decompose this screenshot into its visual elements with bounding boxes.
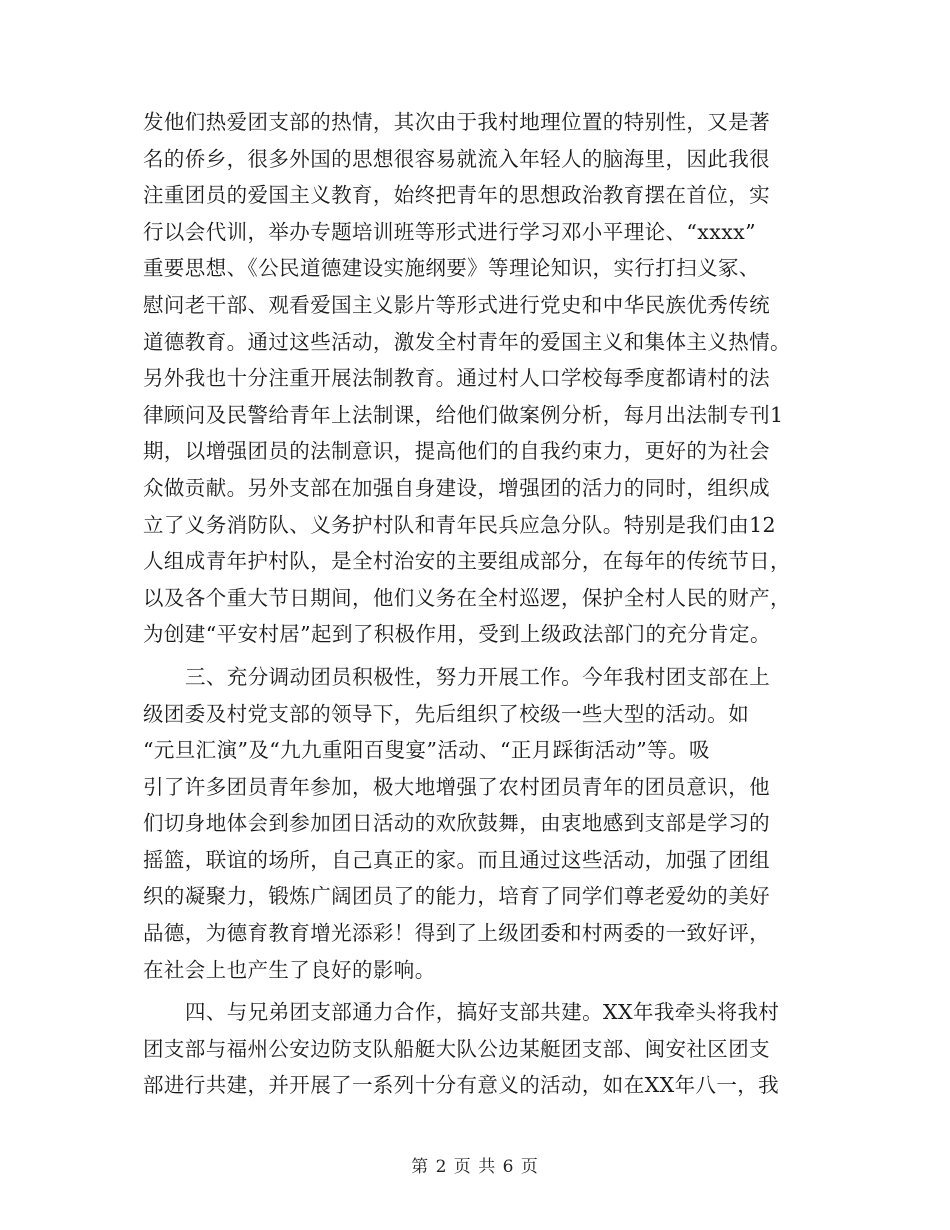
text-line: 品德，为德育教育增光添彩！得到了上级团委和村两委的一致好评， <box>143 921 770 946</box>
text-line: 们切身地体会到参加团日活动的欢欣鼓舞，由衷地感到支部是学习的 <box>143 811 770 836</box>
text-line: 级团委及村党支部的领导下，先后组织了校级一些大型的活动。如 <box>143 701 750 726</box>
text-line: 引了许多团员青年参加，极大地增强了农村团员青年的团员意识，他 <box>143 774 770 799</box>
text-line: 部进行共建，并开展了一系列十分有意义的活动，如在XX年八一，我 <box>143 1073 780 1098</box>
page-footer: 第 2 页 共 6 页 <box>411 1157 539 1177</box>
text-line: 律顾问及民警给青年上法制课，给他们做案例分析，每月出法制专刊1 <box>143 402 784 427</box>
text-line: 注重团员的爱国主义教育，始终把青年的思想政治教育摆在首位，实 <box>143 183 770 208</box>
text-line: 人组成青年护村队，是全村治安的主要组成部分，在每年的传统节日， <box>143 549 791 574</box>
text-line: 立了义务消防队、义务护村队和青年民兵应急分队。特别是我们由12 <box>143 512 776 537</box>
text-line: 另外我也十分注重开展法制教育。通过村人口学校每季度都请村的法 <box>143 366 770 391</box>
text-line: 四、与兄弟团支部通力合作，搞好支部共建。XX年我牵头将我村 <box>185 1000 780 1025</box>
text-line: 织的凝聚力，锻炼广阔团员了的能力，培育了同学们尊老爱幼的美好 <box>143 884 770 909</box>
text-line: 期，以增强团员的法制意识，提高他们的自我约束力，更好的为社会 <box>143 439 770 464</box>
text-line: “元旦汇演”及“九九重阳百叟宴”活动、“正月踩街活动”等。吸 <box>143 738 710 763</box>
text-line: 为创建“平安村居”起到了积极作用，受到上级政法部门的充分肯定。 <box>143 622 771 647</box>
text-line: 行以会代训，举办专题培训班等形式进行学习邓小平理论、“xxxx” <box>143 219 757 244</box>
body-text <box>143 104 811 1104</box>
text-line: 三、充分调动团员积极性，努力开展工作。今年我村团支部在上 <box>185 664 771 689</box>
text-line: 以及各个重大节日期间，他们义务在全村巡逻，保护全村人民的财产， <box>143 585 791 610</box>
text-line: 在社会上也产生了良好的影响。 <box>143 957 436 982</box>
text-line: 名的侨乡，很多外国的思想很容易就流入年轻人的脑海里，因此我很 <box>143 146 770 171</box>
text-line: 摇篮，联谊的场所，自己真正的家。而且通过这些活动，加强了团组 <box>143 847 770 872</box>
text-line: 团支部与福州公安边防支队船艇大队公边某艇团支部、闽安社区团支 <box>143 1036 770 1061</box>
text-line: 重要思想、《公民道德建设实施纲要》等理论知识，实行打扫义冢、 <box>143 256 760 281</box>
text-line: 发他们热爱团支部的热情，其次由于我村地理位置的特别性，又是著 <box>143 110 770 134</box>
text-line: 道德教育。通过这些活动，激发全村青年的爱国主义和集体主义热情。 <box>143 329 791 354</box>
text-line: 慰问老干部、观看爱国主义影片等形式进行党史和中华民族优秀传统 <box>143 292 770 317</box>
text-line: 众做贡献。另外支部在加强自身建设，增强团的活力的同时，组织成 <box>143 475 770 500</box>
